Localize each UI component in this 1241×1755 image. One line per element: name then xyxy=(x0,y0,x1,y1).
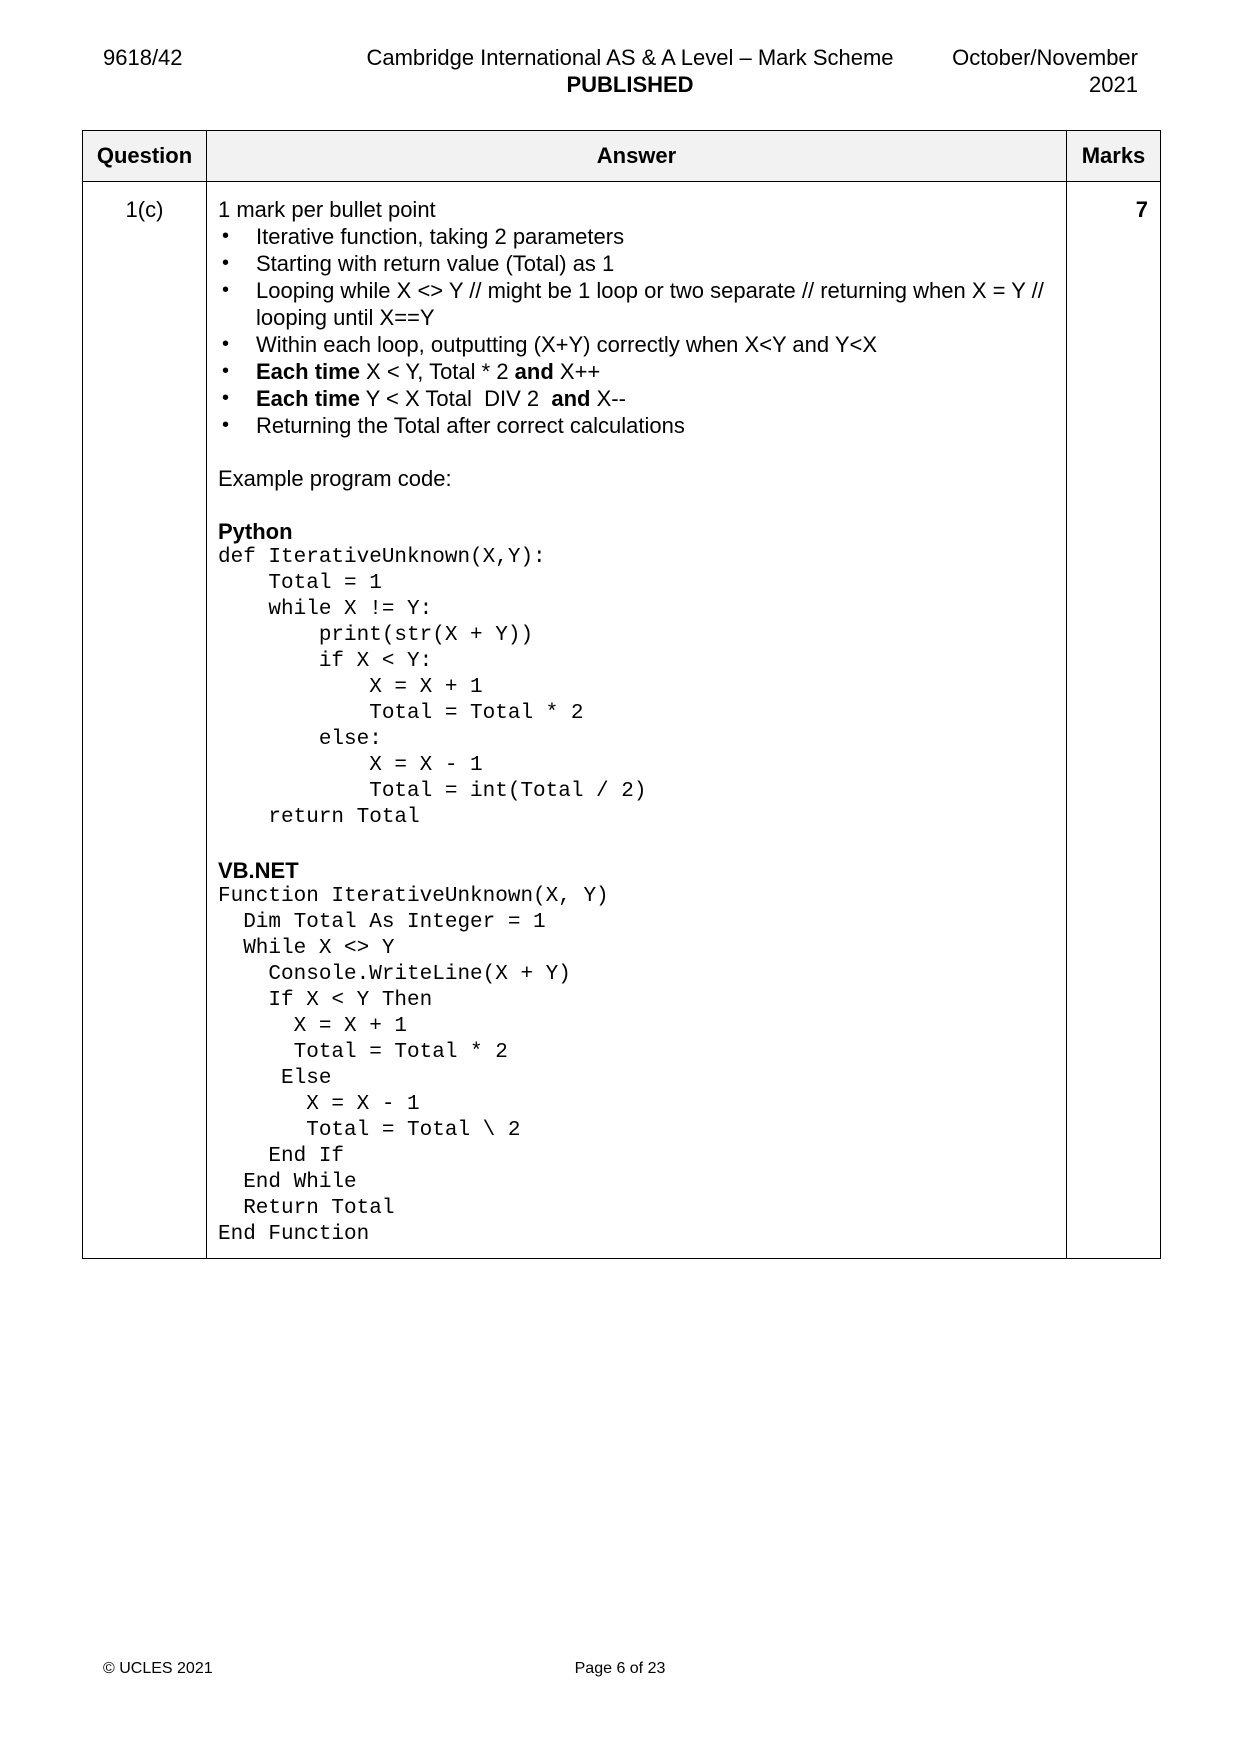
python-heading: Python xyxy=(218,519,293,544)
document-title: Cambridge International AS & A Level – Mark Scheme xyxy=(366,45,894,70)
mark-point: • Starting with return value (Total) as 1 xyxy=(218,250,1054,277)
mark-point-text: X < Y, Total * 2 xyxy=(359,359,515,384)
mark-scheme-table xyxy=(82,130,1161,1259)
exam-session xyxy=(900,44,1138,98)
mark-point xyxy=(218,358,1054,385)
table-row xyxy=(83,182,1161,1259)
page-number: Page 6 of 23 xyxy=(574,1660,666,1677)
mark-point: • Within each loop, outputting (X+Y) correctly when X<Y and Y<X xyxy=(218,331,1054,358)
marking-intro: 1 mark per bullet point xyxy=(218,197,436,222)
marks-value: 7 xyxy=(1067,182,1161,1259)
copyright-notice: © UCLES 2021 xyxy=(103,1660,213,1677)
python-code-block: def IterativeUnknown(X,Y): Total = 1 while X != Y: print(str(X + Y)) if X < Y: X = X + 1 Total = Total * 2 else: X = X - 1 Total = int(Total / 2) return Total xyxy=(218,546,647,829)
document-title-block xyxy=(330,44,930,98)
mark-point-text: X-- xyxy=(590,386,626,411)
column-header-marks: Marks xyxy=(1067,131,1161,182)
column-header-answer: Answer xyxy=(207,131,1067,182)
vbnet-code-block: Function IterativeUnknown(X, Y) Dim Total As Integer = 1 While X <> Y Console.WriteLine(X + Y) If X < Y Then X = X + 1 Total = Total * 2 Else X = X - 1 Total = Total \ 2 End If End While Return Total End Function xyxy=(218,885,609,1246)
mark-points-list xyxy=(218,223,1054,439)
vbnet-heading: VB.NET xyxy=(218,858,299,883)
mark-point-text: Y < X Total DIV 2 xyxy=(359,386,552,411)
answer-cell xyxy=(207,182,1067,1259)
session-month: October/November xyxy=(952,45,1138,70)
published-label: PUBLISHED xyxy=(566,72,694,97)
mark-point-text: X++ xyxy=(553,359,601,384)
session-year: 2021 xyxy=(1089,72,1138,97)
emphasis-text: Each time xyxy=(256,386,360,411)
mark-point: • Returning the Total after correct calculations xyxy=(218,412,1054,439)
example-code-label: Example program code: xyxy=(218,466,452,491)
question-number: 1(c) xyxy=(83,182,207,1259)
mark-point: • Iterative function, taking 2 parameters xyxy=(218,223,1054,250)
mark-point xyxy=(218,385,1054,412)
emphasis-text: and xyxy=(551,386,591,411)
paper-code: 9618/42 xyxy=(103,45,183,70)
emphasis-text: Each time xyxy=(256,359,360,384)
emphasis-text: and xyxy=(514,359,554,384)
column-header-question: Question xyxy=(83,131,207,182)
mark-point: • Looping while X <> Y // might be 1 loop or two separate // returning when X = Y // looping until X==Y xyxy=(218,277,1054,331)
table-header-row xyxy=(83,131,1161,182)
